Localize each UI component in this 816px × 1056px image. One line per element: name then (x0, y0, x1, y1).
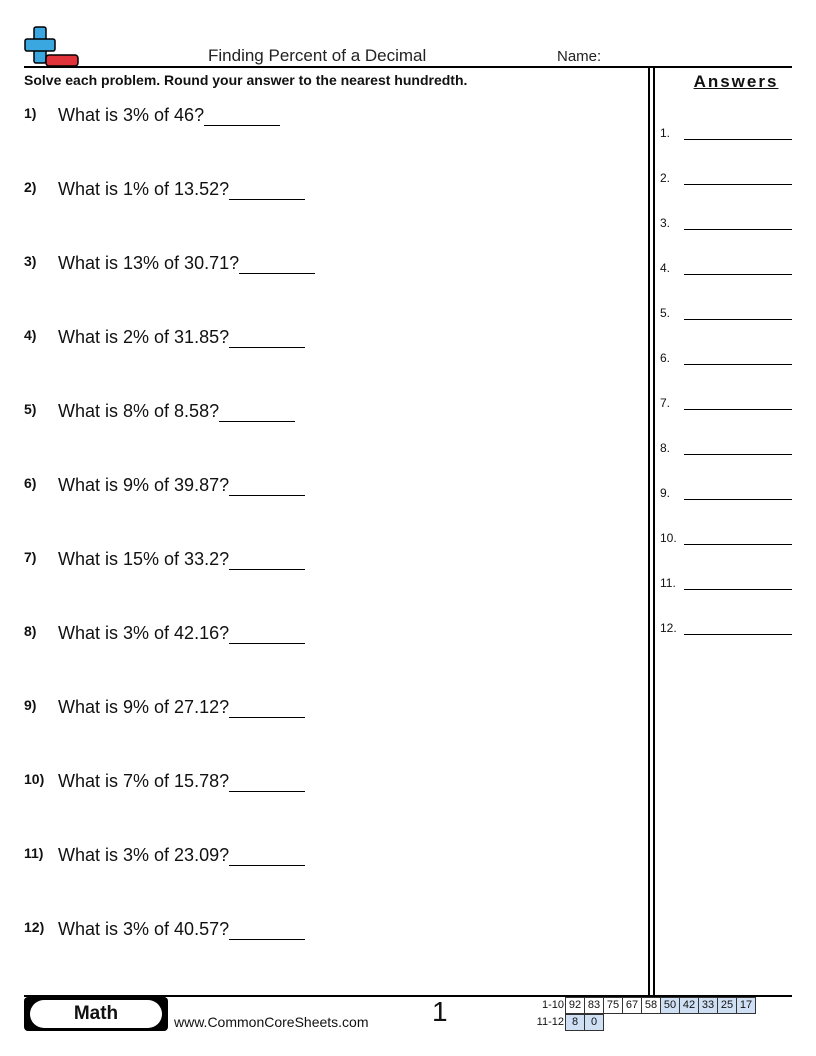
answer-number: 2. (660, 171, 671, 185)
score-cell: 25 (717, 997, 737, 1014)
answer-number: 11. (660, 576, 676, 590)
score-cell: 17 (736, 997, 756, 1014)
name-label: Name: (557, 48, 602, 65)
answers-heading: Answers (693, 72, 779, 91)
problem-number: 10) (24, 771, 45, 787)
answer-number: 7. (660, 396, 671, 410)
problem-number: 3) (24, 253, 37, 269)
answer-blank[interactable] (229, 626, 305, 644)
problem-text: What is 15% of 33.2? (58, 549, 230, 569)
problem-item (24, 620, 305, 644)
answer-column-divider (648, 68, 650, 997)
problem-text: What is 9% of 27.12? (58, 697, 230, 717)
answer-line[interactable] (660, 214, 792, 230)
score-cell: 67 (622, 997, 642, 1014)
answer-blank[interactable] (229, 478, 305, 496)
answer-number: 4. (660, 261, 671, 275)
problem-number: 11) (24, 845, 44, 861)
score-row (532, 997, 756, 1014)
score-cell: 83 (584, 997, 604, 1014)
plus-minus-logo-icon (24, 26, 80, 68)
problem-number: 1) (24, 105, 37, 121)
problem-text: What is 9% of 39.87? (58, 475, 230, 495)
problem-number: 6) (24, 475, 37, 491)
problem-number: 9) (24, 697, 37, 713)
answer-blank[interactable] (229, 700, 305, 718)
answer-line[interactable] (660, 124, 792, 140)
answer-line[interactable] (660, 529, 792, 545)
answer-blank[interactable] (229, 552, 305, 570)
problem-item (24, 102, 280, 126)
answer-blank[interactable] (229, 774, 305, 792)
answer-number: 8. (660, 441, 671, 455)
worksheet-title: Finding Percent of a Decimal (208, 46, 427, 65)
score-cell: 92 (565, 997, 585, 1014)
score-cell: 50 (660, 997, 680, 1014)
answer-line[interactable] (660, 439, 792, 455)
answer-number: 6. (660, 351, 671, 365)
answer-number: 1. (660, 126, 671, 140)
subject-label: Math (30, 1000, 162, 1028)
problem-item (24, 472, 305, 496)
problem-text: What is 3% of 46? (58, 105, 205, 125)
score-range-label: 1-10 (541, 999, 564, 1011)
problem-number: 8) (24, 623, 37, 639)
answer-number: 9. (660, 486, 671, 500)
score-cell: 75 (603, 997, 623, 1014)
answer-line[interactable] (660, 394, 792, 410)
answer-line[interactable] (660, 304, 792, 320)
problem-item (24, 398, 295, 422)
instructions: Solve each problem. Round your answer to the nearest hundredth. (24, 72, 468, 88)
header-divider (24, 66, 792, 68)
answer-column-divider (653, 68, 655, 997)
problem-number: 2) (24, 179, 37, 195)
problem-text: What is 3% of 40.57? (58, 919, 230, 939)
problem-item (24, 916, 305, 940)
problem-text: What is 13% of 30.71? (58, 253, 240, 273)
answer-number: 5. (660, 306, 671, 320)
problem-text: What is 2% of 31.85? (58, 327, 230, 347)
problem-number: 7) (24, 549, 37, 565)
website-link[interactable]: www.CommonCoreSheets.com (174, 1014, 369, 1030)
answer-number: 12. (660, 621, 677, 635)
score-cell: 0 (584, 1014, 604, 1031)
problem-item (24, 694, 305, 718)
problem-text: What is 3% of 42.16? (58, 623, 230, 643)
answer-blank[interactable] (204, 108, 280, 126)
answer-line[interactable] (660, 259, 792, 275)
answer-blank[interactable] (219, 404, 295, 422)
answer-blank[interactable] (229, 848, 305, 866)
answer-blank[interactable] (229, 330, 305, 348)
answer-line[interactable] (660, 349, 792, 365)
score-cell: 33 (698, 997, 718, 1014)
problem-item (24, 324, 305, 348)
problem-item (24, 250, 315, 274)
answer-line[interactable] (660, 484, 792, 500)
page-number: 1 (432, 996, 448, 1027)
answer-line[interactable] (660, 619, 792, 635)
answer-blank[interactable] (229, 182, 305, 200)
problem-text: What is 1% of 13.52? (58, 179, 230, 199)
score-cell: 42 (679, 997, 699, 1014)
answer-number: 10. (660, 531, 677, 545)
problem-item (24, 842, 305, 866)
problem-item (24, 546, 305, 570)
score-cell: 58 (641, 997, 661, 1014)
answer-blank[interactable] (229, 922, 305, 940)
answer-blank[interactable] (239, 256, 315, 274)
score-row (532, 1014, 604, 1031)
problem-item (24, 176, 305, 200)
problem-number: 12) (24, 919, 45, 935)
answer-line[interactable] (660, 574, 792, 590)
problem-text: What is 7% of 15.78? (58, 771, 230, 791)
problem-text: What is 8% of 8.58? (58, 401, 220, 421)
answer-line[interactable] (660, 169, 792, 185)
answer-number: 3. (660, 216, 671, 230)
problem-number: 4) (24, 327, 37, 343)
problem-item (24, 768, 305, 792)
problem-number: 5) (24, 401, 37, 417)
score-cell: 8 (565, 1014, 585, 1031)
score-range-label: 11-12 (536, 1016, 564, 1028)
problem-text: What is 3% of 23.09? (58, 845, 230, 865)
